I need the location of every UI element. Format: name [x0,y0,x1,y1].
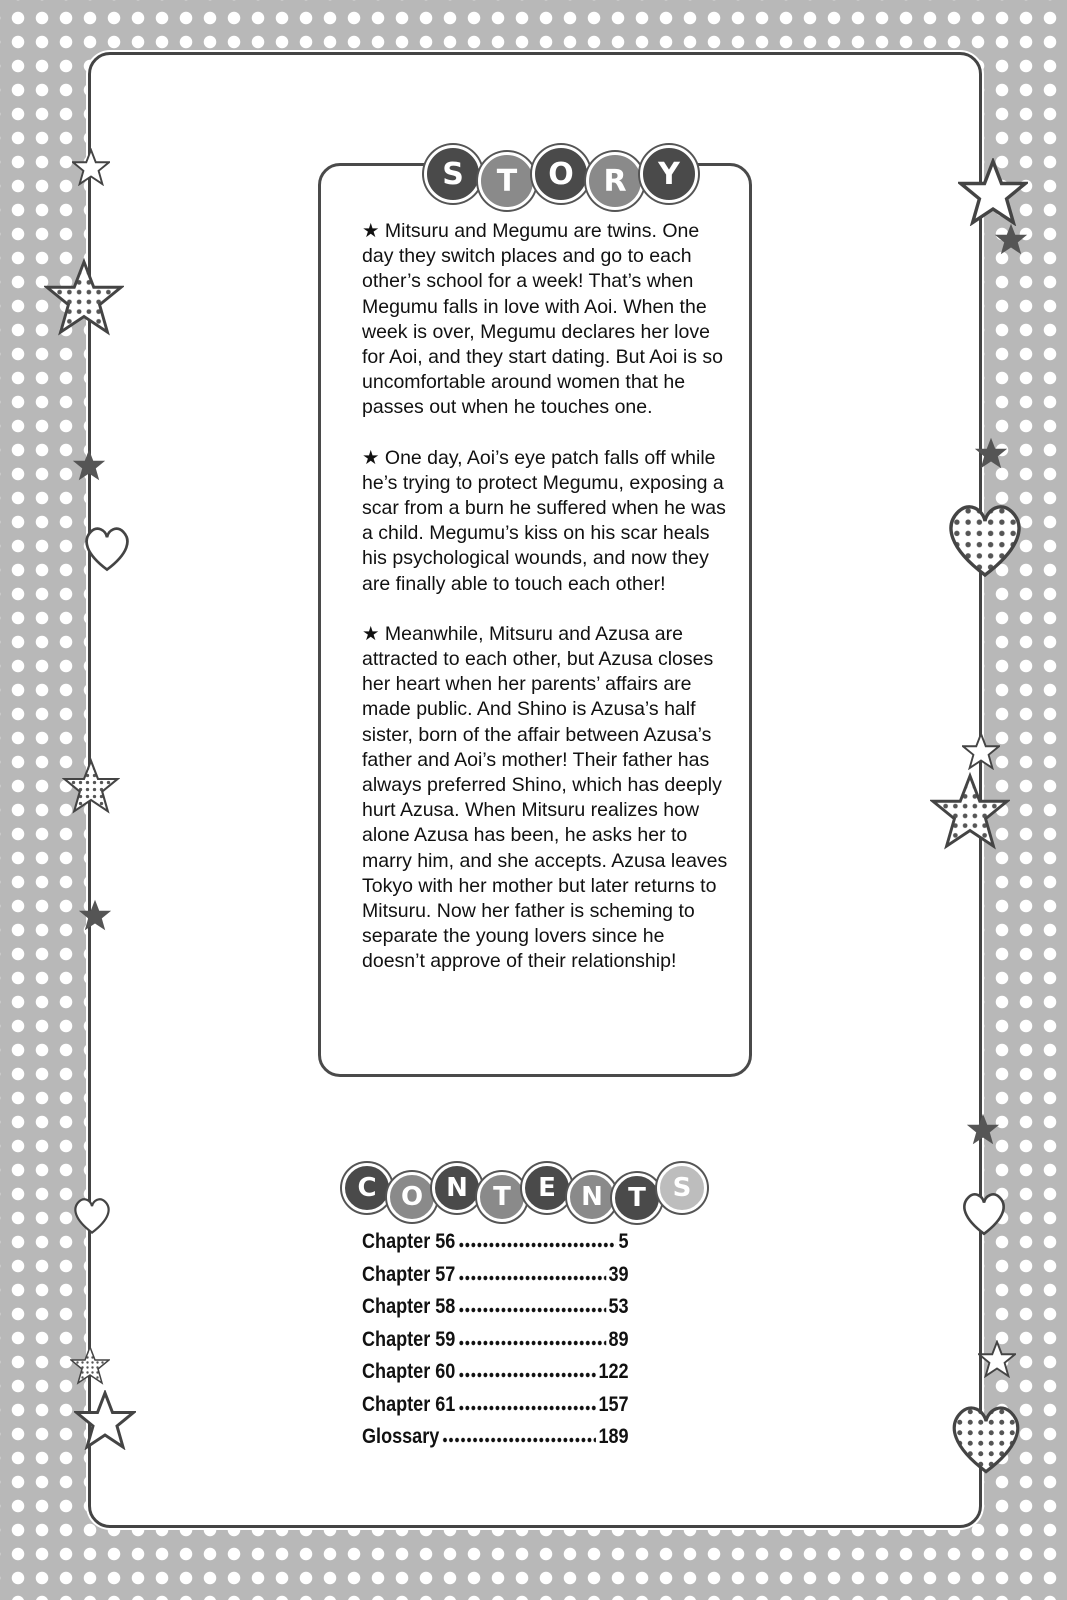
title-letter: S [424,145,482,203]
toc-page-number: 5 [618,1230,629,1253]
toc-leader [458,1372,596,1378]
star-icon [72,448,106,482]
star-icon [994,222,1028,256]
story-title [424,138,694,210]
toc-entry[interactable] [362,1360,629,1393]
dotted-star-icon [70,1345,110,1385]
toc-entry[interactable] [362,1425,629,1458]
contents-title [342,1153,702,1223]
title-letter: O [532,145,590,203]
title-letter: S [657,1163,707,1213]
toc-entry[interactable] [362,1393,629,1426]
star-icon [958,158,1028,226]
star-icon [72,148,110,186]
dotted-star-icon [930,772,1010,850]
title-letter: C [342,1163,392,1213]
toc-entry[interactable] [362,1295,629,1328]
toc-leader [458,1405,596,1411]
toc-label: Chapter 61 [362,1392,456,1416]
heart-icon [80,520,134,576]
story-paragraph: ★ Mitsuru and Megumu are twins. One day they switch places and go to each other’s school for a week! That’s when Megumu falls in love with Aoi. When the week is over, Megumu declares her love for Aoi, and they start dating. But Aoi is so uncomfortable around women that he passes out when he touches one. [362,220,723,419]
toc-entry[interactable] [362,1263,629,1296]
toc-leader [458,1340,606,1346]
toc-label: Chapter 56 [362,1230,456,1253]
star-icon [966,1112,1000,1146]
toc-leader [458,1242,616,1248]
dotted-star-icon [44,258,124,336]
title-letter: N [567,1172,617,1222]
star-icon [974,436,1008,470]
star-icon [962,732,1000,770]
story-text [362,219,732,1000]
toc-leader [458,1307,606,1313]
toc-label: Chapter 58 [362,1295,456,1318]
story-paragraph: ★ Meanwhile, Mitsuru and Azusa are attracted to each other, but Azusa closes her heart when her parents’ affairs are made public. And Shino is Azusa’s half sister, born of the affair between Azusa’s father and Aoi’s mother! Their father has always preferred Shino, which has deeply hurt Azusa. When Mitsuru realizes how alone Azusa has been, he asks her to marry him, and she accepts. Azusa leaves Tokyo with her mother but later returns to Mitsuru. Now her father is scheming to separate the young lovers since he doesn’t approve of their relationship! [362,622,728,973]
toc-page-number: 189 [598,1425,629,1448]
star-icon [978,1340,1016,1378]
title-letter: O [387,1172,437,1222]
toc-entry[interactable] [362,1230,629,1263]
toc-label: Chapter 60 [362,1360,456,1383]
dotted-heart-icon [940,494,1030,584]
title-letter: E [522,1163,572,1213]
toc-label: Glossary [362,1425,440,1448]
toc-leader [442,1437,596,1443]
title-letter: T [477,1172,527,1222]
star-icon [74,1390,136,1450]
toc-label: Chapter 57 [362,1262,456,1286]
toc-leader [458,1275,606,1281]
toc-page-number: 53 [608,1295,629,1318]
title-letter: T [478,152,536,210]
toc-page-number: 157 [598,1392,629,1416]
table-of-contents [362,1230,629,1458]
title-letter: R [586,152,644,210]
title-letter: T [612,1173,662,1223]
toc-entry[interactable] [362,1328,629,1361]
toc-label: Chapter 59 [362,1327,456,1351]
title-letter: Y [640,145,698,203]
heart-icon [958,1184,1010,1242]
toc-page-number: 89 [608,1327,629,1351]
title-letter: N [432,1163,482,1213]
dotted-star-icon [62,758,120,814]
heart-icon [70,1192,114,1238]
story-paragraph: ★ One day, Aoi’s eye patch falls off while he’s trying to protect Megumu, exposing a scar from a burn he suffered when he was a child. Megumu’s kiss on his scar heals his psychological wounds, and now they are finally able to touch each other! [362,446,726,595]
star-icon [78,898,112,932]
toc-page-number: 122 [598,1360,629,1383]
toc-page-number: 39 [608,1262,629,1286]
dotted-heart-icon [944,1394,1028,1482]
